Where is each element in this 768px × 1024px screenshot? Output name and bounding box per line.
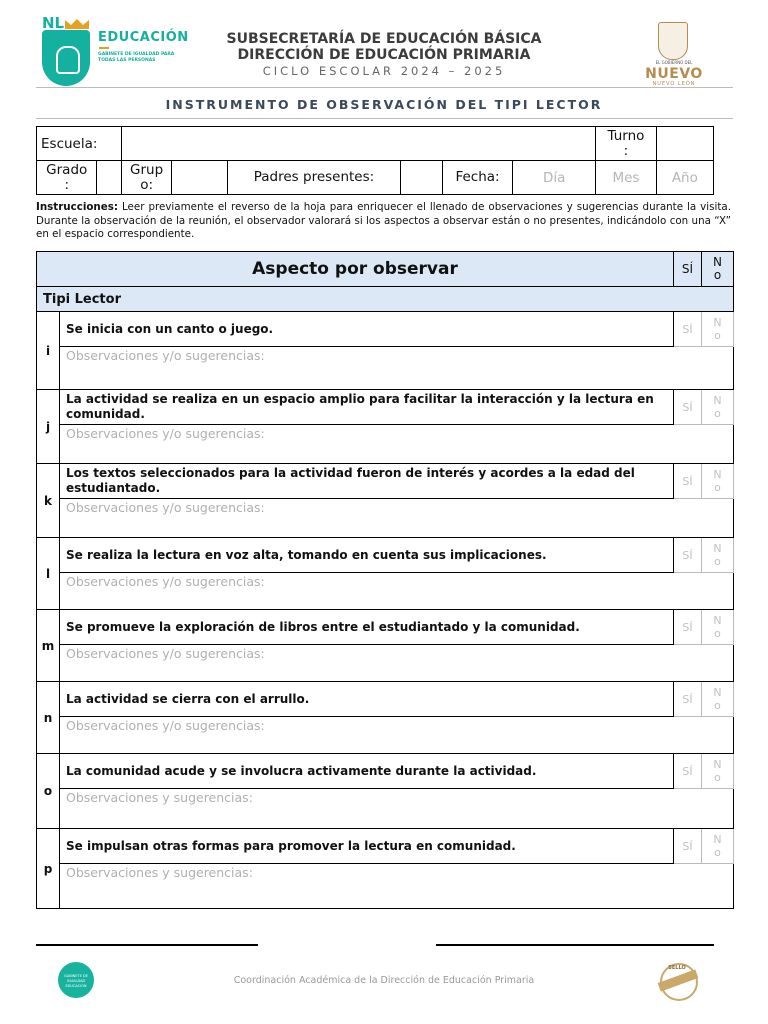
gov-logo-big-text: NUEVO [645, 66, 703, 82]
item-letter: o [37, 754, 60, 829]
coat-of-arms-icon [658, 22, 688, 60]
item-letter: m [37, 610, 60, 682]
item-no-text: No [713, 316, 722, 342]
fecha-label: Fecha: [442, 161, 512, 195]
table-row [37, 390, 734, 425]
item-no-checkbox[interactable] [702, 682, 734, 717]
item-text: La actividad se realiza en un espacio amplio para facilitar la interacción y la lectura en comunidad. [60, 390, 674, 425]
item-si-checkbox[interactable]: SÍ [674, 390, 702, 425]
item-text: La actividad se cierra con el arrullo. [60, 682, 674, 717]
item-observations-field[interactable]: Observaciones y/o sugerencias: [60, 347, 734, 390]
item-observations-field[interactable]: Observaciones y/o sugerencias: [60, 499, 734, 538]
header-line1: SUBSECRETARÍA DE EDUCACIÓN BÁSICA [226, 31, 542, 47]
turno-field[interactable] [656, 127, 713, 161]
observation-table [36, 251, 734, 909]
turno-label: Turno : [596, 127, 656, 161]
item-no-checkbox[interactable] [702, 754, 734, 789]
escuela-field[interactable] [122, 127, 596, 161]
item-no-text: No [713, 468, 722, 494]
grado-field[interactable] [97, 161, 122, 195]
item-no-text: No [713, 542, 722, 568]
fecha-dia-field[interactable]: Día [513, 161, 596, 195]
instructions-label: Instrucciones: [36, 201, 118, 213]
crown-icon [64, 18, 90, 30]
header-no [702, 252, 734, 287]
item-no-text: No [713, 686, 722, 712]
item-text: Los textos seleccionados para la actividad fueron de interés y acordes a la edad del estudiantado. [60, 464, 674, 499]
item-si-checkbox[interactable]: SÍ [674, 538, 702, 573]
item-si-checkbox[interactable]: SÍ [674, 610, 702, 645]
item-no-text: No [713, 614, 722, 640]
item-letter: i [37, 312, 60, 390]
table-row [37, 499, 734, 538]
item-text: Se impulsan otras formas para promover la lectura en comunidad. [60, 829, 674, 864]
header-aspect: Aspecto por observar [37, 252, 674, 287]
section-tipi-lector: Tipi Lector [37, 287, 734, 312]
table-row [37, 610, 734, 645]
logo-nl-text: NL [42, 14, 65, 32]
item-letter: j [37, 390, 60, 464]
table-row [37, 464, 734, 499]
item-no-text: No [713, 758, 722, 784]
item-observations-field[interactable]: Observaciones y sugerencias: [60, 789, 734, 829]
header-school-cycle: CICLO ESCOLAR 2024 – 2025 [262, 64, 506, 78]
logo-education-subtitle: GABINETE DE IGUALDAD PARA TODAS LAS PERSONAS [98, 52, 175, 63]
item-observations-field[interactable]: Observaciones y/o sugerencias: [60, 645, 734, 682]
item-si-checkbox[interactable]: SÍ [674, 754, 702, 789]
table-row [37, 789, 734, 829]
item-si-checkbox[interactable]: SÍ [674, 464, 702, 499]
item-observations-field[interactable]: Observaciones y/o sugerencias: [60, 717, 734, 754]
item-observations-field[interactable]: Observaciones y/o sugerencias: [60, 425, 734, 464]
table-row [37, 682, 734, 717]
header-line2: DIRECCIÓN DE EDUCACIÓN PRIMARIA [237, 47, 531, 63]
signature-line-left [36, 944, 258, 946]
header-divider [36, 87, 733, 88]
instructions-text: Leer previamente el reverso de la hoja para enriquecer el llenado de observaciones y sugerencias durante la visita. Durante la observación de la reunión, el observador valorará si los aspectos a observar están o no presentes, indicándolo con una “X” en el espacio correspondiente. [36, 201, 731, 240]
item-no-text: No [713, 833, 722, 859]
item-no-checkbox[interactable] [702, 312, 734, 347]
table-row [37, 347, 734, 390]
item-text: Se inicia con un canto o juego. [60, 312, 674, 347]
item-no-checkbox[interactable] [702, 829, 734, 864]
item-no-checkbox[interactable] [702, 390, 734, 425]
table-row [37, 573, 734, 610]
item-text: Se realiza la lectura en voz alta, tomando en cuenta sus implicaciones. [60, 538, 674, 573]
escuela-label: Escuela: [37, 127, 122, 161]
grupo-field[interactable] [171, 161, 227, 195]
logo-education-word: EDUCACIÓN [98, 30, 189, 45]
seal-text: SELLO [668, 965, 686, 971]
observation-rows [37, 312, 734, 909]
item-no-checkbox[interactable] [702, 464, 734, 499]
fecha-anio-field[interactable]: Año [656, 161, 713, 195]
school-info-table [36, 126, 714, 195]
item-letter: k [37, 464, 60, 538]
table-row [37, 829, 734, 864]
gov-logo-state-text: NUEVO LEÓN [652, 81, 696, 87]
item-observations-field[interactable]: Observaciones y/o sugerencias: [60, 573, 734, 610]
header-titles [0, 31, 768, 63]
gov-logo-small-text: EL GOBIERNO DEL [655, 60, 693, 65]
padres-field[interactable] [400, 161, 442, 195]
table-row [37, 645, 734, 682]
table-row [37, 864, 734, 909]
item-si-checkbox[interactable]: SÍ [674, 682, 702, 717]
footer-logo-text: GABINETE DE IGUALDAD EDUCACIÓN [64, 974, 88, 988]
title-divider [36, 118, 733, 119]
item-si-checkbox[interactable]: SÍ [674, 312, 702, 347]
table-row [37, 425, 734, 464]
fecha-mes-field[interactable]: Mes [596, 161, 656, 195]
document-title: INSTRUMENTO DE OBSERVACIÓN DEL TIPI LECTOR [165, 97, 603, 112]
item-letter: l [37, 538, 60, 610]
table-row [37, 312, 734, 347]
table-row [37, 717, 734, 754]
grado-label: Grado : [37, 161, 97, 195]
item-text: Se promueve la exploración de libros entre el estudiantado y la comunidad. [60, 610, 674, 645]
signature-line-right [436, 944, 714, 946]
table-row [37, 538, 734, 573]
item-observations-field[interactable]: Observaciones y sugerencias: [60, 864, 734, 909]
item-no-checkbox[interactable] [702, 610, 734, 645]
padres-label: Padres presentes: [228, 161, 401, 195]
footer-text: Coordinación Académica de la Dirección de Educación Primaria [233, 975, 535, 986]
item-letter: n [37, 682, 60, 754]
item-letter: p [37, 829, 60, 909]
item-si-checkbox[interactable]: SÍ [674, 829, 702, 864]
header-si: SÍ [674, 252, 702, 287]
table-row [37, 754, 734, 789]
grupo-label: Grup o: [122, 161, 172, 195]
instructions [36, 201, 731, 242]
item-no-checkbox[interactable] [702, 538, 734, 573]
item-text: La comunidad acude y se involucra activamente durante la actividad. [60, 754, 674, 789]
header-no-text: No [713, 255, 722, 282]
item-no-text: No [713, 394, 722, 420]
